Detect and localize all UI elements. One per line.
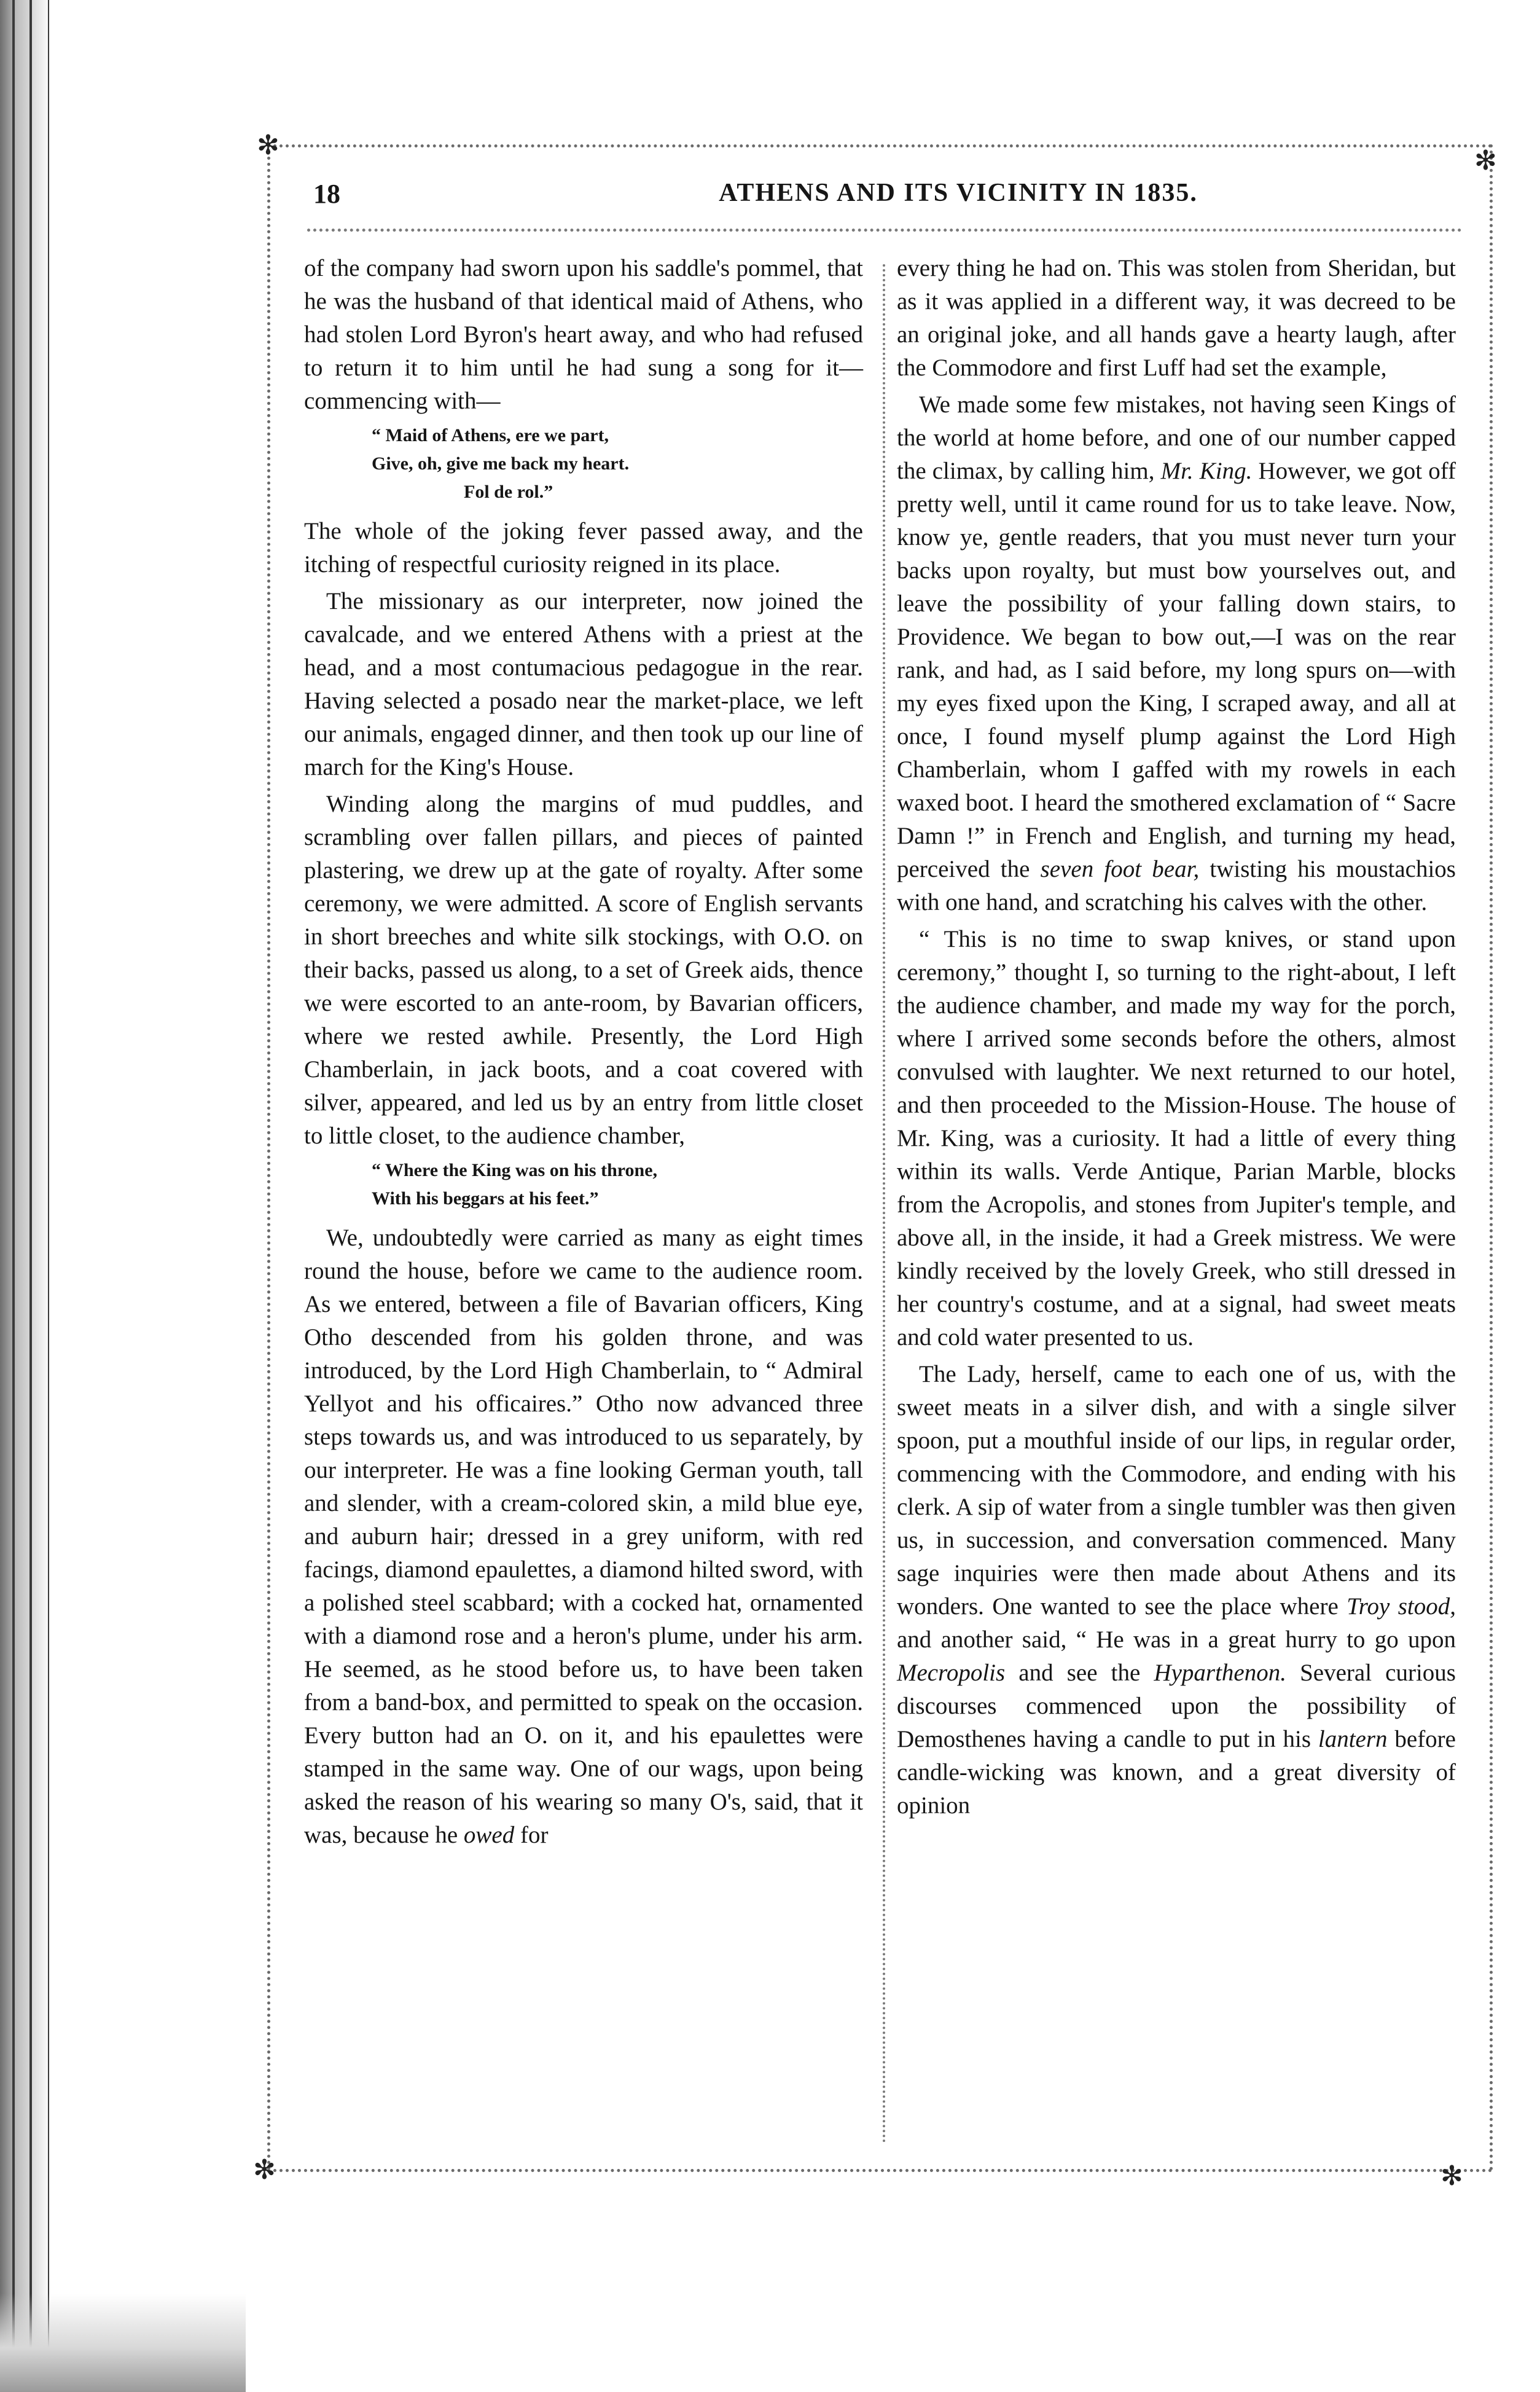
paragraph: every thing he had on. This was stolen from Sheridan, but as it was applied in a different way, it was decreed to be an original joke, and all hands gave a hearty laugh, after the Commodore and first Luff had set the example, — [897, 255, 1456, 381]
italic-text: owed — [463, 1822, 515, 1848]
paragraph — [897, 388, 1456, 919]
italic-text: lantern — [1318, 1726, 1388, 1752]
text-run: However, we got off pretty well, until it came round for us to take leave. Now, know ye, gentle readers, that you must never turn your backs upon royalty, but must bow yourselves out, and leave the possibility of your falling down stairs, to Providence. We began to bow out,—I was on the rear rank, and had, as I said before, my long spurs on—with my eyes fixed upon the King, I scraped away, and all at once, I found myself plump against the Lord High Chamberlain, whom I gaffed with my rowels in each waxed boot. I heard the smothered exclamation of “ Sacre Damn !” in French and English, and turning my head, perceived the — [897, 458, 1456, 882]
paragraph: “ This is no time to swap knives, or stand upon ceremony,” thought I, so turning to the right-about, I left the audience chamber, and made my way for the porch, where I arrived some seconds before the others, almost convulsed with laughter. We next returned to our hotel, and then proceeded to the Mission-House. The house of Mr. King, was a curiosity. It had a little of every thing within its walls. Verde Antique, Parian Marble, blocks from the Acropolis, and stones from Jupiter's temple, and above all, in the inside, it had a Greek mistress. We were kindly received by the lovely Greek, who still dressed in her country's costume, and at a signal, had sweet meats and cold water presented to us. — [897, 926, 1456, 1351]
italic-text: seven foot bear, — [1040, 856, 1200, 882]
verse-line: Fol de rol.” — [464, 482, 553, 502]
italic-text: Mr. King. — [1160, 458, 1253, 484]
corner-ornament-icon: ✻ — [253, 2155, 276, 2185]
page-number: 18 — [313, 179, 340, 209]
paragraph — [897, 1358, 1456, 1822]
text-run: We, undoubtedly were carried as many as eight times round the house, before we came to the audience room. As we entered, between a file of Bavarian officers, King Otho descended from his golden throne, and was introduced, by the Lord High Chamberlain, to “ Admiral Yellyot and his officaires.” Otho now advanced three steps towards us, and was introduced to us separately, by our interpreter. He was a fine looking German youth, tall and slender, with a cream-colored skin, a mild blue eye, and auburn hair; dressed in a grey uniform, with red facings, diamond epaulettes, a diamond hilted sword, with a polished steel scabbard; with a cocked hat, ornamented with a diamond rose and a heron's plume, under his arm. He seemed, as he stood before us, to have been taken from a band-box, and permitted to speak on the occasion. Every button had an O. on it, and his epaulettes were stamped in the same way. One of our wags, upon being asked the reason of his wearing so many O's, said, that it was, because he — [304, 1225, 863, 1848]
verse-quote — [372, 1156, 863, 1213]
paragraph: The whole of the joking fever passed away, and the itching of respectful curiosity reigned in its place. — [304, 518, 863, 578]
italic-text: Mecropolis — [897, 1660, 1006, 1686]
corner-ornament-icon: ✻ — [257, 130, 279, 160]
text-run: and another said, “ He was in a great hurry to go upon — [897, 1626, 1456, 1653]
verse-line: “ Where the King was on his throne, — [372, 1160, 658, 1180]
spine-line — [29, 0, 32, 2392]
page-header — [307, 178, 1462, 221]
spine-line — [12, 0, 15, 2392]
italic-text: Hyparthenon. — [1154, 1660, 1286, 1686]
running-head: ATHENS AND ITS VICINITY IN 1835. — [719, 179, 1198, 207]
right-column — [897, 252, 1456, 1826]
italic-text: Troy stood, — [1347, 1593, 1456, 1620]
paragraph: Winding along the margins of mud puddles, and scrambling over fallen pillars, and pieces of painted plastering, we drew up at the gate of royalty. After some ceremony, we were admitted. A score of English servants in short breeches and white silk stockings, with O.O. on their backs, passed us along, to a set of Greek aids, thence we were escorted to an ante-room, by Bavarian officers, where we rested awhile. Presently, the Lord High Chamberlain, in jack boots, and a coat covered with silver, appeared, and led us by an entry from little closet to little closet, to the audience chamber, — [304, 791, 863, 1149]
text-run: The Lady, herself, came to each one of us, with the sweet meats in a silver dish, and with a single silver spoon, put a mouthful inside of our lips, in regular order, commencing with the Commodore, and ending with his clerk. A sip of water from a single tumbler was then given us, in succession, and conversation commenced. Many sage inquiries were then made about Athens and its wonders. One wanted to see the place where — [897, 1361, 1456, 1620]
paragraph — [304, 1221, 863, 1852]
corner-ornament-icon: ✻ — [1440, 2161, 1463, 2191]
verse-line: Give, oh, give me back my heart. — [372, 453, 630, 474]
verse-line: With his beggars at his feet.” — [372, 1188, 599, 1209]
book-spine-shadow — [0, 0, 92, 2392]
verse-quote — [372, 422, 863, 506]
corner-ornament-icon: ✻ — [1474, 146, 1497, 176]
text-run: We made some few mistakes, not having seen Kings of the world at home before, and one of our number capped the climax, by calling him, — [897, 391, 1456, 484]
verse-line: “ Maid of Athens, ere we part, — [372, 425, 609, 445]
column-divider — [883, 264, 885, 2144]
text-run: Several curious discourses commenced upon the possibility of Demosthenes having a candle to put in his — [897, 1660, 1456, 1752]
spine-line — [48, 0, 49, 2392]
text-run: and see the — [1005, 1660, 1154, 1686]
paragraph: of the company had sworn upon his saddle's pommel, that he was the husband of that identical maid of Athens, who had stolen Lord Byron's heart away, and who had refused to return it to him until he had sung a song for it—commencing with— — [304, 255, 863, 414]
text-run: before candle-wicking was known, and a great diversity of opinion — [897, 1726, 1456, 1819]
header-rule — [307, 229, 1462, 232]
paragraph: The missionary as our interpreter, now joined the cavalcade, and we entered Athens with a priest at the head, and a most contumacious pedagogue in the rear. Having selected a posado near the market-place, we left our animals, engaged dinner, and then took up our line of march for the King's House. — [304, 588, 863, 780]
page-curl-shadow — [0, 2294, 246, 2392]
text-run: twisting his moustachios with one hand, and scratching his calves with the other. — [897, 856, 1456, 916]
left-column — [304, 252, 863, 1856]
text-run: for — [514, 1822, 549, 1848]
